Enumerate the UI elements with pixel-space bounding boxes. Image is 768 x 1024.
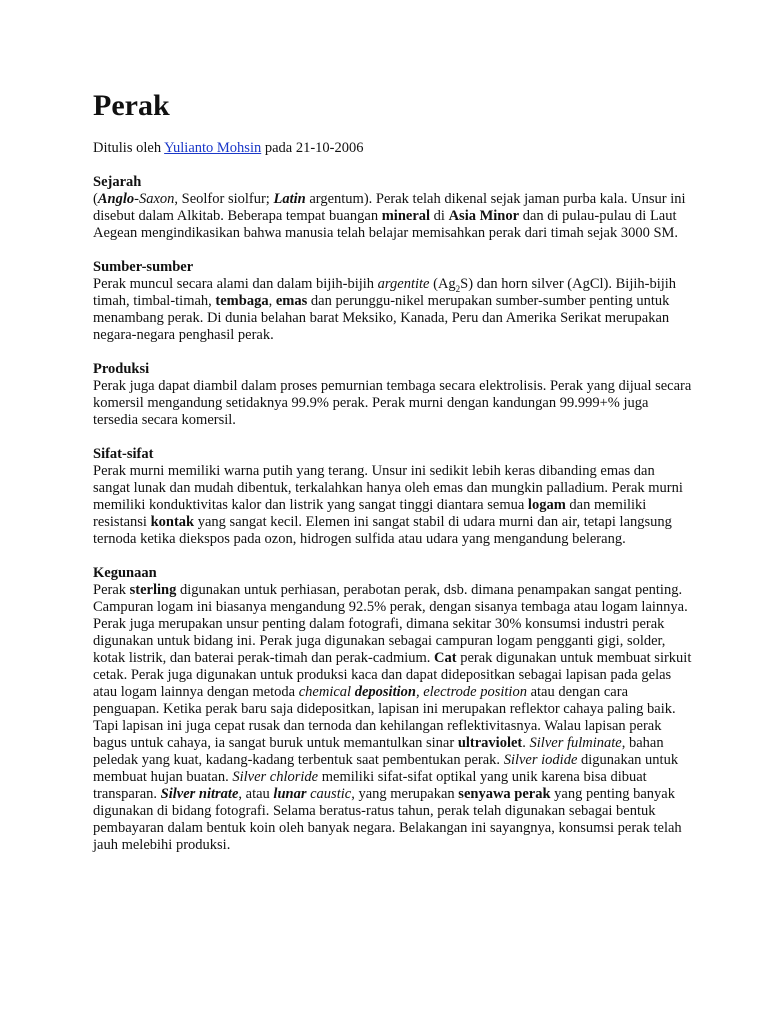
byline [93, 140, 693, 157]
text-run: Silver fulminate [529, 735, 622, 751]
section-sumber-sumber [93, 259, 693, 344]
section-title: Sifat-sifat [93, 446, 154, 462]
section-title: Produksi [93, 361, 150, 377]
text-run: , bahan peledak yang kuat, kadang-kadang terbentuk saat pembentukan perak. [93, 735, 664, 768]
section-body [93, 276, 693, 344]
text-run: kontak [150, 514, 195, 530]
section-body [93, 191, 693, 242]
text-run: Anglo [97, 191, 135, 207]
text-run: , [268, 293, 276, 309]
text-run: argentum). Perak telah dikenal sejak jaman purba kala. Unsur ini disebut dalam Alkitab. Beberapa tempat buangan [93, 191, 686, 224]
section-title: Sejarah [93, 174, 142, 190]
text-run: Silver iodide [503, 752, 578, 768]
text-run: S) dan horn silver (AgCl). Bijih-bijih timah, timbal-timah, [93, 276, 677, 309]
section-body [93, 378, 693, 429]
text-run: digunakan untuk perhiasan, perabotan perak, dsb. dimana penampakan sangat penting. Campuran logam ini biasanya mengandung 92.5% perak, dengan sisanya tembaga atau logam lainnya. Perak juga merupakan unsur penting dalam fotografi, dimana sekitar 30% konsumsi industri perak digunakan untuk bidang ini. Perak juga digunakan sebagai campuran logam pengganti gigi, solder, kotak listrik, dan baterai perak-timah dan perak-cadmium. [93, 582, 688, 666]
text-run: Perak murni memiliki warna putih yang terang. Unsur ini sedikit lebih keras dibanding emas dan sangat lunak dan mudah dibentuk, terkalahkan hanya oleh emas dan mungkin palladium. Perak murni memiliki konduktivitas kalor dan listrik yang sangat tinggi diantara semua [93, 463, 683, 513]
text-run: Latin [273, 191, 306, 207]
text-run: chemical [298, 684, 355, 700]
text-run: logam [527, 497, 566, 513]
text-run: digunakan untuk membuat hujan buatan. [93, 752, 679, 785]
text-run: , Seolfor siolfur; [174, 191, 274, 207]
text-run: ultraviolet [457, 735, 523, 751]
text-run: . [522, 735, 530, 751]
text-run: di [430, 208, 449, 224]
text-run: lunar [273, 786, 307, 802]
text-run: deposition [354, 684, 416, 700]
text-run: 2 [455, 283, 461, 294]
text-run: , yang merupakan [351, 786, 459, 802]
section-produksi [93, 361, 693, 429]
section-sejarah [93, 174, 693, 242]
text-run: sterling [129, 582, 177, 598]
section-title: Kegunaan [93, 565, 157, 581]
text-run: senyawa perak [458, 786, 551, 802]
document-page [93, 84, 693, 854]
text-run: mineral [381, 208, 431, 224]
text-run: (Ag [429, 276, 456, 292]
section-sifat-sifat [93, 446, 693, 548]
text-run: Perak [93, 582, 130, 598]
section-kegunaan [93, 565, 693, 854]
section-body [93, 582, 693, 854]
text-run: yang penting banyak digunakan di bidang fotografi. Selama beratus-ratus tahun, perak telah digunakan sebagai bentuk pembayaran dalam bentuk koin oleh banyak negara. Belakangan ini sayangnya, konsumsi perak telah jauh melebihi produksi. [93, 786, 682, 853]
byline-suffix: pada 21-10-2006 [261, 140, 364, 156]
text-run: , atau [238, 786, 274, 802]
text-run: argentite [377, 276, 430, 292]
text-run: dan di pulau-pulau di Laut Aegean mengindikasikan bahwa manusia telah belajar memisahkan perak dari timah sejak 3000 SM. [93, 208, 679, 241]
text-run: dan memiliki resistansi [93, 497, 647, 530]
text-run: Perak juga dapat diambil dalam proses pemurnian tembaga secara elektrolisis. Perak yang dijual secara komersil mengandung setidaknya 99.9% perak. Perak murni dengan kandungan 99.999+% juga tersedia secara komersil. [93, 378, 692, 428]
author-link[interactable]: Yulianto Mohsin [164, 140, 262, 156]
text-run: Silver nitrate [160, 786, 239, 802]
text-run: Saxon [138, 191, 175, 207]
text-run: , electrode position [415, 684, 527, 700]
text-run: Perak muncul secara alami dan dalam bijih-bijih [93, 276, 378, 292]
section-body [93, 463, 693, 548]
page-title: Perak [93, 89, 170, 122]
text-run: atau dengan cara penguapan. Ketika perak baru saja didepositkan, lapisan ini merupakan reflektor cahaya paling baik. Tapi lapisan ini juga cepat rusak dan ternoda dan kehilangan reflektivitasnya. Walau lapisan perak bagus untuk cahaya, ia sangat buruk untuk memantulkan sinar [93, 684, 676, 751]
byline-prefix: Ditulis oleh [93, 140, 165, 156]
text-run: emas [275, 293, 308, 309]
text-run: - [134, 191, 139, 207]
text-run: Asia Minor [448, 208, 520, 224]
text-run: Cat [434, 650, 457, 666]
text-run: memiliki sifat-sifat optikal yang unik karena bisa dibuat transparan. [93, 769, 647, 802]
section-title: Sumber-sumber [93, 259, 194, 275]
text-run: tembaga [215, 293, 269, 309]
text-run: yang sangat kecil. Elemen ini sangat stabil di udara murni dan air, tetapi langsung ternoda ketika diekspos pada ozon, hidrogen sulfida atau udara yang mengandung belerang. [93, 514, 672, 547]
text-run: perak digunakan untuk membuat sirkuit cetak. Perak juga digunakan untuk produksi kaca dan dapat didepositkan sebagai lapisan pada gelas atau logam lainnya dengan metoda [93, 650, 692, 700]
text-run: caustic [306, 786, 352, 802]
text-run: dan perunggu-nikel merupakan sumber-sumber penting untuk menambang perak. Di dunia belahan barat Meksiko, Kanada, Peru dan Amerika Serikat merupakan negara-negara penghasil perak. [93, 293, 670, 343]
text-run: ( [93, 191, 98, 207]
text-run: Silver chloride [232, 769, 319, 785]
